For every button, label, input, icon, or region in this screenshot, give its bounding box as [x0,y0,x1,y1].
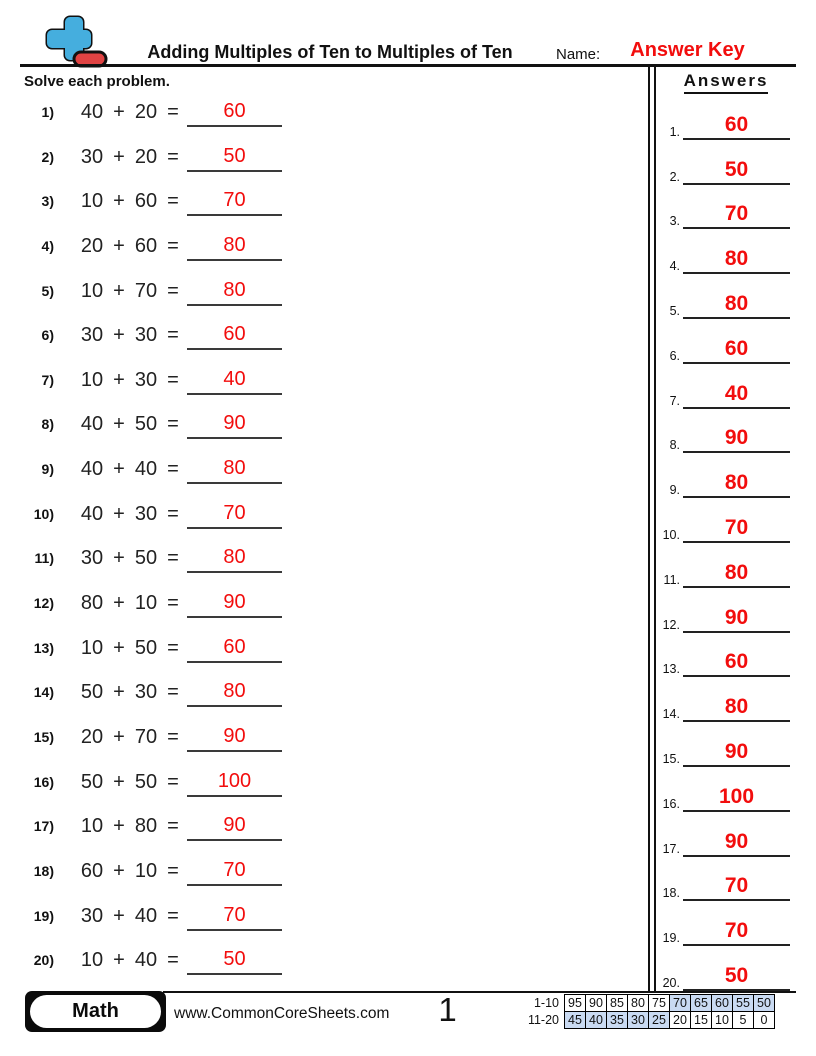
problem-answer: 80 [223,278,246,301]
answer-value: 100 [718,784,755,808]
problem-answer: 60 [223,100,246,122]
instruction-text: Solve each problem. [24,73,170,90]
problem-answer: 60 [223,635,246,658]
operand-b: 80 [134,815,158,838]
equals-sign: = [167,770,179,793]
answer-row [656,907,796,952]
plus-operator: + [113,413,125,436]
plus-operator: + [113,636,125,659]
answer-index: 2. [669,169,680,184]
answer-row [656,818,796,863]
answer-index: 6. [669,348,680,363]
answer-value: 90 [724,739,749,763]
answer-underline [683,451,790,453]
answer-index: 1. [669,124,680,139]
equals-sign: = [167,101,179,123]
operand-b: 50 [134,413,158,436]
score-cell: 50 [753,994,775,1012]
problem-number: 18) [33,862,54,879]
answer-blank-line [187,839,282,841]
equals-sign: = [167,859,179,882]
answer-index: 5. [669,303,680,318]
problem-row [24,96,324,141]
operand-a: 40 [80,458,104,481]
plus-operator: + [113,190,125,213]
operand-a: 30 [80,145,104,168]
score-cell: 80 [627,994,649,1012]
problem-row [24,408,324,453]
score-row-label: 11-20 [527,1013,559,1027]
website-url: www.CommonCoreSheets.com [174,1005,390,1022]
answer-index: 16. [662,796,680,811]
answer-row [656,773,796,818]
operand-b: 40 [134,904,158,927]
answer-value: 80 [724,471,749,495]
operand-a: 50 [80,681,104,704]
problem-row [24,319,324,364]
answer-row [656,549,796,594]
answer-value: 70 [724,919,749,943]
score-cell: 15 [690,1011,712,1029]
answer-value: 70 [724,515,749,539]
answer-blank-line [187,973,282,975]
score-cell: 95 [564,994,586,1012]
operand-b: 30 [134,681,158,704]
score-cell: 65 [690,994,712,1012]
operand-b: 60 [134,234,158,257]
problem-row [24,676,324,721]
problems-list [24,96,324,989]
commoncoresheets-logo [44,14,110,70]
operand-b: 30 [134,502,158,525]
problem-number: 15) [33,728,54,745]
answer-blank-line [187,795,282,797]
answer-index: 11. [663,572,680,587]
answer-value: 70 [724,202,749,226]
operand-b: 40 [134,949,158,972]
answer-blank-line [187,304,282,306]
problem-row [24,944,324,989]
problem-number: 5) [41,282,54,299]
score-row-label: 1-10 [533,996,559,1010]
answer-blank-line [187,393,282,395]
answer-index: 3. [669,214,680,229]
plus-operator: + [113,859,125,882]
operand-b: 50 [134,770,158,793]
problem-row [24,453,324,498]
answer-row [656,683,796,728]
answer-value: 80 [724,560,749,584]
answers-divider [648,67,656,993]
operand-a: 30 [80,904,104,927]
operand-a: 10 [80,949,104,972]
equals-sign: = [167,592,179,615]
equals-sign: = [167,949,179,972]
problem-number: 1) [41,104,54,120]
problem-number: 10) [33,505,54,522]
operand-a: 50 [80,770,104,793]
answer-blank-line [187,616,282,618]
equals-sign: = [167,190,179,213]
problem-row [24,810,324,855]
score-cell: 0 [753,1011,775,1029]
score-row-2 [520,1011,775,1029]
equals-sign: = [167,324,179,347]
answer-blank-line [187,661,282,663]
operand-a: 40 [80,502,104,525]
operand-a: 10 [80,815,104,838]
answer-index: 17. [662,841,680,856]
answer-index: 15. [662,751,680,766]
answer-underline [683,631,790,633]
equals-sign: = [167,636,179,659]
score-row-1 [520,994,775,1012]
problem-row [24,275,324,320]
score-cell: 35 [606,1011,628,1029]
answer-index: 9. [669,483,680,498]
plus-operator: + [113,234,125,257]
answer-row [656,415,796,460]
problem-number: 11) [34,550,54,567]
plus-operator: + [113,502,125,525]
answers-heading: Answers [656,71,796,94]
equals-sign: = [167,368,179,391]
equals-sign: = [167,413,179,436]
problem-row [24,185,324,230]
answer-row [656,728,796,773]
answer-blank-line [187,170,282,172]
answer-value: 90 [724,605,749,629]
problem-answer: 90 [223,591,246,614]
operand-a: 10 [80,368,104,391]
answer-row [656,235,796,280]
equals-sign: = [167,681,179,704]
answer-row [656,146,796,191]
problem-number: 20) [33,952,54,969]
problem-row [24,900,324,945]
plus-minus-icon [44,14,110,70]
operand-b: 20 [134,101,158,123]
answer-value: 50 [724,963,749,987]
answer-blank-line [187,125,282,127]
answer-underline [683,675,790,677]
operand-a: 10 [80,636,104,659]
answer-row [656,639,796,684]
equals-sign: = [167,234,179,257]
answers-list [656,101,796,997]
problem-answer: 90 [223,412,246,435]
operand-b: 70 [134,279,158,302]
operand-b: 30 [134,324,158,347]
problem-number: 7) [41,371,54,388]
answer-value: 90 [724,829,749,853]
footer-rule [163,991,796,993]
score-cell: 25 [648,1011,670,1029]
operand-b: 10 [134,859,158,882]
problem-answer: 80 [223,546,246,569]
answer-index: 7. [669,393,680,408]
operand-b: 60 [134,190,158,213]
answer-blank-line [187,705,282,707]
score-cell: 40 [585,1011,607,1029]
equals-sign: = [167,725,179,748]
score-cell: 10 [711,1011,733,1029]
answer-underline [683,407,790,409]
answer-underline [683,183,790,185]
problem-row [24,587,324,632]
problem-number: 2) [41,148,54,165]
answer-underline [683,765,790,767]
answer-value: 80 [724,695,749,719]
answer-underline [683,944,790,946]
answer-blank-line [187,929,282,931]
plus-operator: + [113,101,125,123]
page-number: 1 [438,991,457,1028]
plus-operator: + [113,949,125,972]
equals-sign: = [167,502,179,525]
score-cells-row-2 [564,1011,775,1029]
plus-operator: + [113,324,125,347]
plus-operator: + [113,279,125,302]
answer-row [656,191,796,236]
answer-row [656,863,796,908]
answer-blank-line [187,884,282,886]
plus-operator: + [113,904,125,927]
answer-value: 80 [724,247,749,271]
operand-a: 20 [80,725,104,748]
subject-badge [25,991,166,1032]
score-cell: 20 [669,1011,691,1029]
answer-row [656,101,796,146]
header-rule [20,64,796,67]
answer-row [656,594,796,639]
problem-number: 6) [41,327,54,344]
answer-blank-line [187,527,282,529]
problem-answer: 50 [223,948,246,971]
plus-operator: + [113,368,125,391]
plus-operator: + [113,145,125,168]
score-cell: 90 [585,994,607,1012]
problem-number: 3) [41,193,54,210]
problem-number: 13) [33,639,54,656]
problem-number: 9) [41,461,54,478]
operand-a: 40 [80,413,104,436]
answer-index: 20. [662,975,680,990]
operand-b: 30 [134,368,158,391]
answer-index: 19. [662,931,680,946]
plus-operator: + [113,458,125,481]
answer-value: 90 [724,426,749,450]
operand-a: 40 [80,101,104,123]
operand-b: 70 [134,725,158,748]
answer-value: 60 [724,336,749,360]
problem-row [24,766,324,811]
answer-underline [683,227,790,229]
answer-value: 40 [724,381,749,405]
problem-answer: 40 [223,367,246,390]
score-cell: 70 [669,994,691,1012]
operand-b: 10 [134,592,158,615]
equals-sign: = [167,547,179,570]
operand-a: 10 [80,279,104,302]
problem-number: 8) [41,416,54,433]
answer-blank-line [187,259,282,261]
equals-sign: = [167,279,179,302]
operand-b: 50 [134,636,158,659]
answer-index: 4. [669,259,680,274]
answer-value: 80 [724,291,749,315]
operand-a: 30 [80,547,104,570]
score-cell: 85 [606,994,628,1012]
name-label: Name: [556,46,601,63]
problem-row [24,855,324,900]
answer-blank-line [187,348,282,350]
plus-operator: + [113,770,125,793]
subject-label: Math [72,1000,119,1022]
answer-blank-line [187,571,282,573]
answer-index: 10. [662,527,680,542]
score-cell: 55 [732,994,754,1012]
problem-row [24,542,324,587]
problem-answer: 70 [223,858,246,881]
plus-operator: + [113,592,125,615]
problem-answer: 100 [217,769,252,792]
answer-underline [683,317,790,319]
answer-underline [683,496,790,498]
plus-operator: + [113,725,125,748]
answer-index: 13. [662,662,680,677]
problem-row [24,498,324,543]
problem-answer: 50 [223,144,246,167]
equals-sign: = [167,145,179,168]
problem-row [24,230,324,275]
answer-blank-line [187,750,282,752]
problem-number: 12) [33,595,54,612]
answer-value: 60 [724,650,749,674]
score-cell: 75 [648,994,670,1012]
problem-row [24,721,324,766]
answer-underline [683,855,790,857]
score-cell: 60 [711,994,733,1012]
problem-answer: 70 [223,903,246,926]
problem-answer: 80 [223,233,246,256]
answer-blank-line [187,482,282,484]
answer-underline [683,586,790,588]
answer-blank-line [187,214,282,216]
problem-number: 4) [41,237,54,254]
answer-underline [683,541,790,543]
answer-index: 8. [669,438,680,453]
problem-number: 17) [33,818,54,835]
answer-index: 12. [662,617,680,632]
problem-answer: 60 [223,323,246,346]
answer-underline [683,720,790,722]
problem-number: 14) [33,684,54,701]
score-table [520,994,775,1029]
answer-underline [683,899,790,901]
problem-number: 16) [33,773,54,790]
operand-a: 80 [80,592,104,615]
equals-sign: = [167,815,179,838]
answer-underline [683,272,790,274]
answer-underline [683,138,790,140]
problem-answer: 70 [223,501,246,524]
score-cell: 45 [564,1011,586,1029]
operand-a: 60 [80,859,104,882]
answer-row [656,280,796,325]
answer-row [656,459,796,504]
score-cell: 5 [732,1011,754,1029]
problem-answer: 90 [223,814,246,837]
subject-badge-pill [30,995,161,1028]
answer-value: 60 [724,112,749,136]
operand-a: 20 [80,234,104,257]
answer-value: 50 [724,157,749,181]
plus-operator: + [113,815,125,838]
problem-number: 19) [33,907,54,924]
plus-operator: + [113,547,125,570]
problem-row [24,141,324,186]
answer-blank-line [187,437,282,439]
plus-operator: + [113,681,125,704]
problem-answer: 80 [223,457,246,480]
name-value-answer-key: Answer Key [630,39,745,61]
answer-index: 14. [662,707,680,722]
score-cells-row-1 [564,994,775,1012]
problem-answer: 70 [223,189,246,212]
equals-sign: = [167,904,179,927]
answer-underline [683,810,790,812]
answer-row [656,370,796,415]
operand-b: 40 [134,458,158,481]
answer-row [656,504,796,549]
operand-a: 10 [80,190,104,213]
problem-answer: 90 [223,724,246,747]
problem-row [24,364,324,409]
score-cell: 30 [627,1011,649,1029]
operand-b: 50 [134,547,158,570]
operand-b: 20 [134,145,158,168]
operand-a: 30 [80,324,104,347]
equals-sign: = [167,458,179,481]
problem-answer: 80 [223,680,246,703]
answer-index: 18. [662,886,680,901]
problem-row [24,632,324,677]
answer-row [656,325,796,370]
answer-value: 70 [724,874,749,898]
page-title: Adding Multiples of Ten to Multiples of Ten [147,42,513,62]
answer-underline [683,362,790,364]
